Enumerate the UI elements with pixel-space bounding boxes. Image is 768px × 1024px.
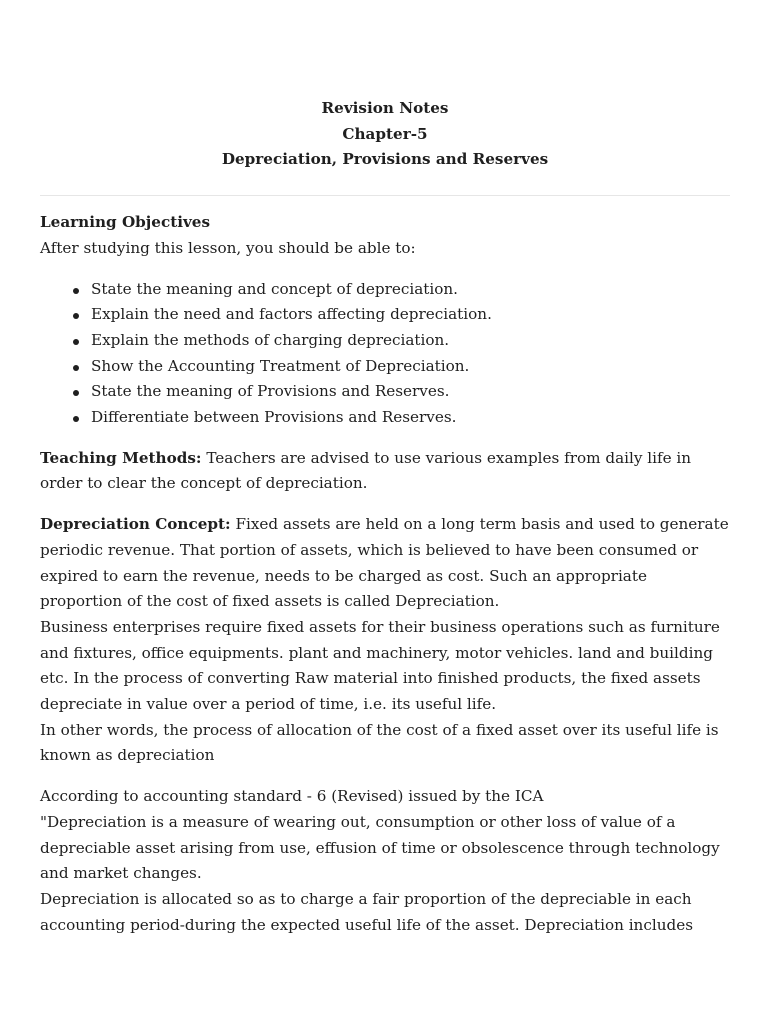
accounting-standard-section [40, 784, 730, 938]
list-item: State the meaning and concept of depreciation. [91, 277, 730, 303]
chapter-title: Depreciation, Provisions and Reserves [221, 150, 549, 169]
chapter-number: Chapter-5 [342, 124, 428, 143]
depreciation-concept-label: Depreciation Concept: [40, 515, 231, 534]
learning-objectives-intro: After studying this lesson, you should be able to: [40, 238, 416, 257]
business-enterprises-paragraph: Business enterprises require fixed assets for their business operations such as furniture and fixtures, office equipments. plant and machinery, motor vehicles. land and building etc. In the process of converting Raw material into finished products, the fixed assets depreciate in value over a period of time, i.e. its useful life. [40, 617, 720, 714]
depreciation-allocation-paragraph: Depreciation is allocated so as to charge a fair proportion of the depreciable in each accounting period-during the expected useful life of the asset. Depreciation includes [40, 889, 693, 934]
list-item: Differentiate between Provisions and Reserves. [91, 405, 730, 431]
list-item: Explain the need and factors affecting depreciation. [91, 302, 730, 328]
teaching-methods-label: Teaching Methods: [40, 448, 202, 467]
list-item: Explain the methods of charging depreciation. [91, 328, 730, 354]
depreciation-concept-paragraph [40, 512, 730, 615]
teaching-methods-text: Teachers are advised to use various examples from daily life in order to clear the concept of depreciation. [40, 448, 692, 493]
learning-objectives-heading: Learning Objectives [40, 213, 211, 232]
depreciation-concept-section [40, 512, 730, 769]
teaching-methods-paragraph [40, 446, 730, 497]
other-words-paragraph: In other words, the process of allocation of the cost of a fixed asset over its useful life is known as depreciation [40, 720, 719, 765]
document-header [40, 96, 730, 173]
depreciation-definition-quote: "Depreciation is a measure of wearing out, consumption or other loss of value of a depreciable asset arising from use, effusion of time or obsolescence through technology and market changes. [40, 812, 720, 883]
objectives-list [40, 277, 730, 431]
depreciation-concept-text: Fixed assets are held on a long term basis and used to generate periodic revenue. That portion of assets, which is believed to have been consumed or expired to earn the revenue, needs to be charged as cost. Such an appropriate proportion of the cost of fixed assets is called Depreciation. [40, 515, 729, 611]
header-title: Revision Notes [321, 99, 449, 117]
accounting-standard-intro: According to accounting standard - 6 (Revised) issued by the ICA [40, 787, 544, 806]
learning-objectives-section [40, 210, 730, 431]
list-item: Show the Accounting Treatment of Depreciation. [91, 354, 730, 380]
header-divider [40, 195, 730, 196]
list-item: State the meaning of Provisions and Reserves. [91, 379, 730, 405]
document-page [40, 96, 730, 938]
